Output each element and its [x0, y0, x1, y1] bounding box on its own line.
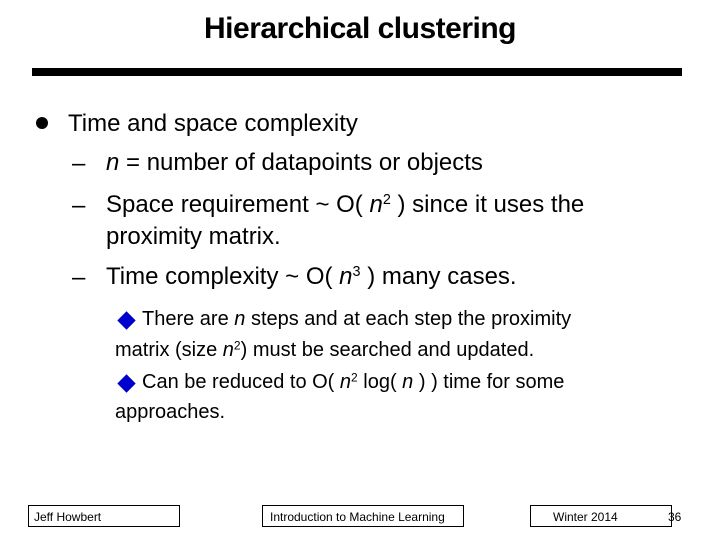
n-definition: = number of datapoints or objects	[119, 149, 483, 176]
footer-course: Introduction to Machine Learning	[270, 510, 445, 524]
dash-marker: –	[72, 150, 86, 177]
bullet-dot-icon	[36, 117, 48, 129]
diamond-bullet-icon	[117, 311, 135, 329]
bullet-time-space: Time and space complexity	[68, 110, 358, 137]
sub-bullet-space-cont: proximity matrix.	[106, 223, 281, 250]
sub-bullet-space: Space requirement ~ O( $n^2$ ) since it uses the	[106, 191, 585, 218]
footer-term: Winter 2014	[553, 510, 618, 524]
subsub-bullet-reduced-cont: approaches.	[115, 401, 226, 423]
subsub-bullet-steps-cont: matrix (size $n^2$) must be searched and updated.	[115, 338, 535, 361]
slide-title: Hierarchical clustering	[204, 12, 516, 45]
dash-marker: –	[72, 192, 86, 219]
subsub-bullet-steps: There are n steps and at each step the proximity	[142, 308, 572, 330]
page-number: 36	[668, 510, 682, 524]
subsub-bullet-reduced: Can be reduced to O( $n^2$ log( n ) ) time for some	[142, 370, 565, 393]
footer-author: Jeff Howbert	[34, 510, 102, 524]
sub-bullet-n	[106, 148, 483, 178]
dash-marker: –	[72, 264, 86, 291]
title-rule	[32, 68, 682, 76]
n-variable: n	[106, 149, 120, 176]
diamond-bullet-icon	[117, 374, 135, 392]
sub-bullet-time: Time complexity ~ O( $n^3$ ) many cases.	[106, 263, 517, 290]
